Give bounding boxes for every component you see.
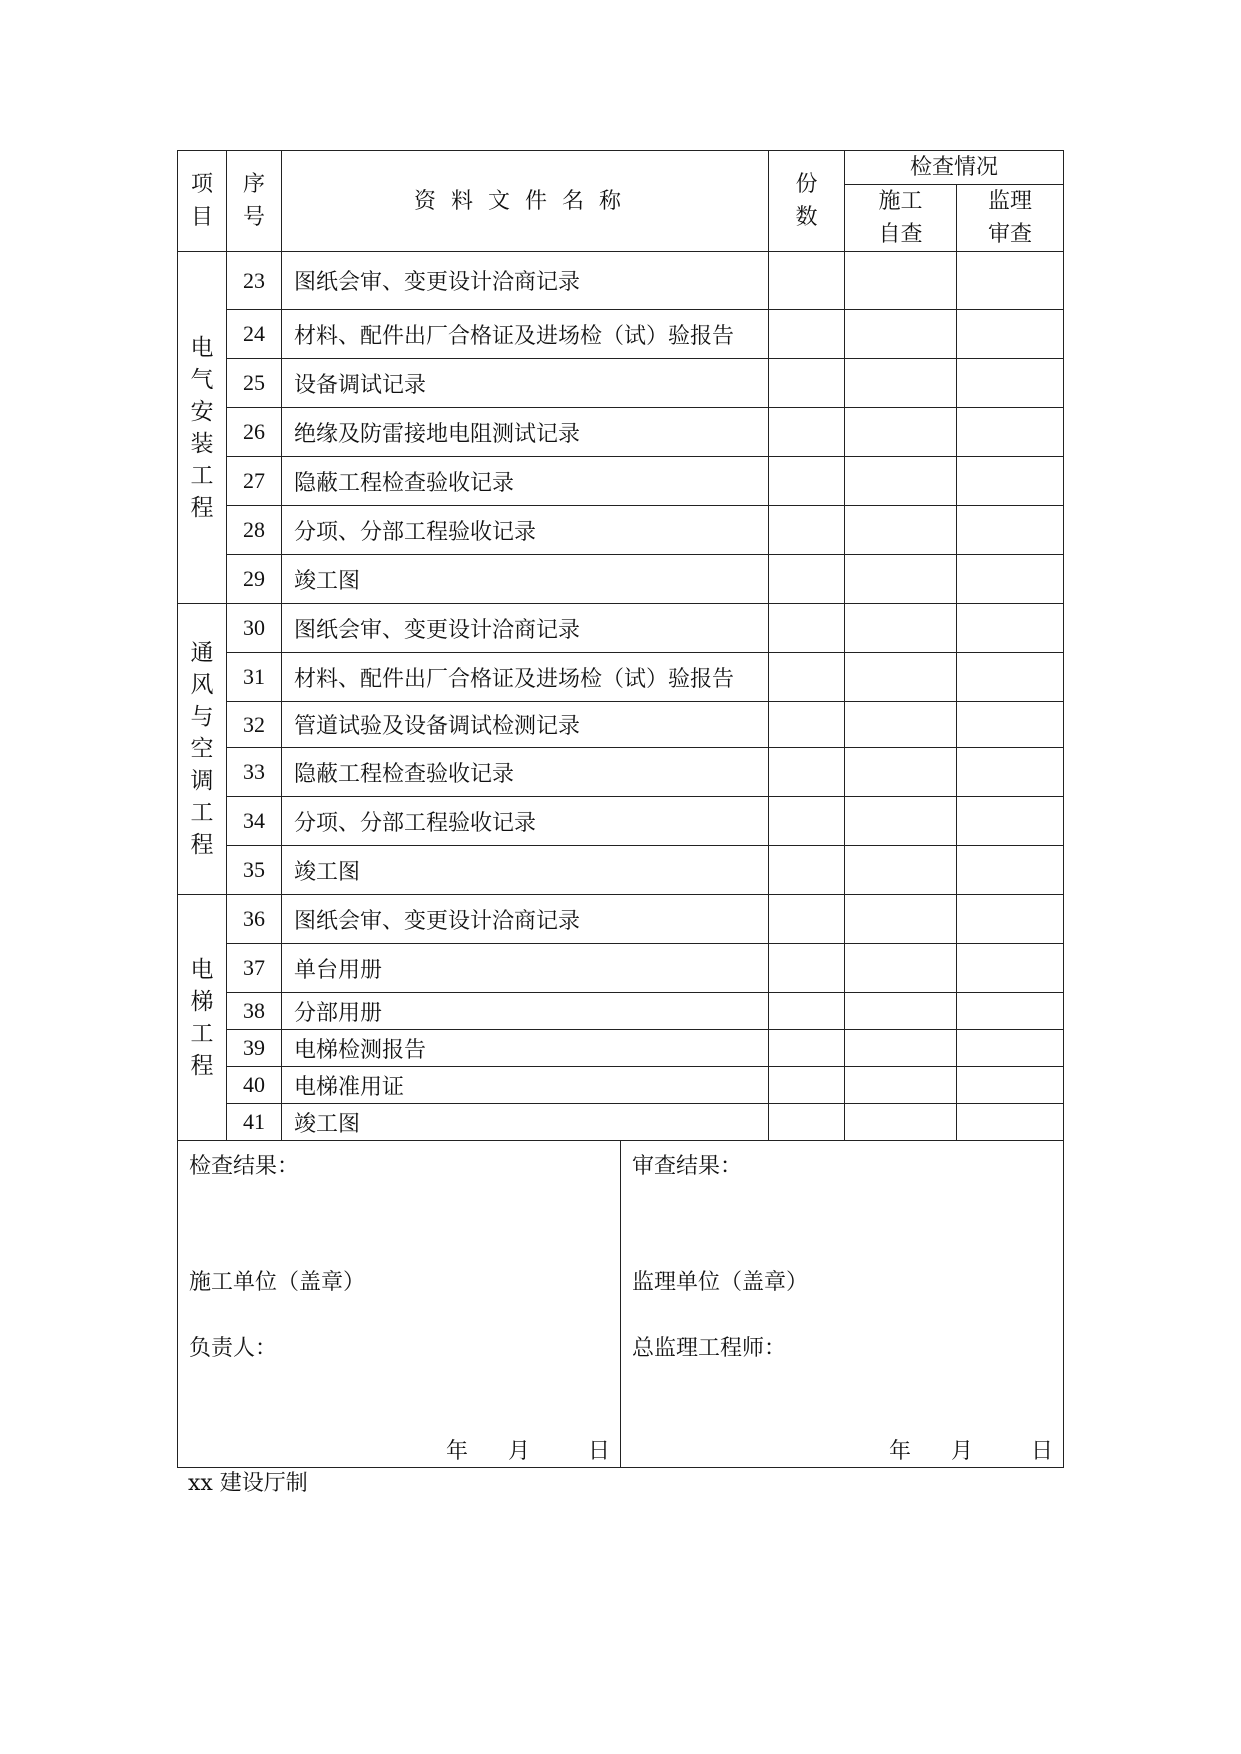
row-doc-name: 隐蔽工程检查验收记录 <box>282 748 769 797</box>
copies-cell[interactable] <box>769 653 845 702</box>
supervision-cell[interactable] <box>957 797 1064 846</box>
header-copies <box>769 151 845 252</box>
inspection-form <box>177 150 1063 1468</box>
copies-cell[interactable] <box>769 993 845 1030</box>
self-check-cell[interactable] <box>845 1067 957 1104</box>
supervision-cell[interactable] <box>957 408 1064 457</box>
row-seq: 31 <box>227 653 282 702</box>
self-check-cell[interactable] <box>845 506 957 555</box>
inspection-result-label: 检查结果： <box>189 1153 300 1179</box>
group-label-cell <box>178 895 227 1141</box>
table-row <box>178 993 1064 1030</box>
supervision-cell[interactable] <box>957 604 1064 653</box>
supervision-cell[interactable] <box>957 748 1064 797</box>
row-doc-name: 单台用册 <box>282 944 769 993</box>
table-row <box>178 506 1064 555</box>
issuer-footer: xx 建设厅制 <box>188 1471 308 1496</box>
result-section <box>177 1140 1064 1468</box>
table-row <box>178 359 1064 408</box>
header-copies-line2: 数 <box>795 205 818 230</box>
self-check-cell[interactable] <box>845 846 957 895</box>
copies-cell[interactable] <box>769 748 845 797</box>
row-seq: 25 <box>227 359 282 408</box>
row-seq: 37 <box>227 944 282 993</box>
row-doc-name: 材料、配件出厂合格证及进场检（试）验报告 <box>282 653 769 702</box>
supervision-cell[interactable] <box>957 944 1064 993</box>
row-seq: 30 <box>227 604 282 653</box>
header-supervision-line2: 审查 <box>988 222 1033 247</box>
review-result-label: 审查结果： <box>632 1153 743 1179</box>
supervision-cell[interactable] <box>957 1104 1064 1141</box>
copies-cell[interactable] <box>769 1104 845 1141</box>
supervision-cell[interactable] <box>957 457 1064 506</box>
row-seq: 29 <box>227 555 282 604</box>
row-doc-name: 竣工图 <box>282 846 769 895</box>
header-item <box>178 151 227 252</box>
table-row <box>178 653 1064 702</box>
self-check-cell[interactable] <box>845 1104 957 1141</box>
row-seq: 41 <box>227 1104 282 1141</box>
row-doc-name: 分部用册 <box>282 993 769 1030</box>
row-seq: 36 <box>227 895 282 944</box>
day-label: 日 <box>587 1438 610 1464</box>
header-self-check-line2: 自查 <box>878 222 923 247</box>
row-doc-name: 图纸会审、变更设计洽商记录 <box>282 252 769 310</box>
copies-cell[interactable] <box>769 457 845 506</box>
group-label: 电气安装工程 <box>190 334 214 521</box>
self-check-cell[interactable] <box>845 1030 957 1067</box>
copies-cell[interactable] <box>769 797 845 846</box>
table-row <box>178 408 1064 457</box>
self-check-cell[interactable] <box>845 604 957 653</box>
row-seq: 24 <box>227 310 282 359</box>
copies-cell[interactable] <box>769 1030 845 1067</box>
supervision-cell[interactable] <box>957 252 1064 310</box>
copies-cell[interactable] <box>769 1067 845 1104</box>
header-check-status: 检查情况 <box>845 151 1064 185</box>
supervision-cell[interactable] <box>957 359 1064 408</box>
supervision-cell[interactable] <box>957 310 1064 359</box>
self-check-cell[interactable] <box>845 702 957 748</box>
table-row <box>178 1067 1064 1104</box>
copies-cell[interactable] <box>769 359 845 408</box>
row-doc-name: 绝缘及防雷接地电阻测试记录 <box>282 408 769 457</box>
row-seq: 26 <box>227 408 282 457</box>
table-row <box>178 252 1064 310</box>
review-result-cell <box>621 1140 1064 1467</box>
table-row <box>178 310 1064 359</box>
row-doc-name: 竣工图 <box>282 1104 769 1141</box>
year-label: 年 <box>888 1438 911 1464</box>
row-seq: 39 <box>227 1030 282 1067</box>
responsible-person-label: 负责人： <box>189 1335 278 1361</box>
row-doc-name: 分项、分部工程验收记录 <box>282 797 769 846</box>
self-check-cell[interactable] <box>845 310 957 359</box>
inspection-result-cell <box>178 1140 621 1467</box>
supervision-cell[interactable] <box>957 846 1064 895</box>
supervision-cell[interactable] <box>957 702 1064 748</box>
row-seq: 34 <box>227 797 282 846</box>
row-doc-name: 图纸会审、变更设计洽商记录 <box>282 604 769 653</box>
header-seq-line2: 号 <box>242 205 265 230</box>
supervision-unit-seal-label: 监理单位（盖章） <box>632 1269 809 1295</box>
row-doc-name: 电梯检测报告 <box>282 1030 769 1067</box>
table-row <box>178 604 1064 653</box>
copies-cell[interactable] <box>769 310 845 359</box>
row-seq: 35 <box>227 846 282 895</box>
copies-cell[interactable] <box>769 604 845 653</box>
self-check-cell[interactable] <box>845 408 957 457</box>
group-label-cell <box>178 252 227 604</box>
row-seq: 38 <box>227 993 282 1030</box>
row-doc-name: 电梯准用证 <box>282 1067 769 1104</box>
chief-supervisor-label: 总监理工程师： <box>632 1335 787 1361</box>
row-doc-name: 管道试验及设备调试检测记录 <box>282 702 769 748</box>
month-label: 月 <box>507 1438 530 1464</box>
self-check-cell[interactable] <box>845 653 957 702</box>
copies-cell[interactable] <box>769 252 845 310</box>
table-row <box>178 797 1064 846</box>
header-copies-line1: 份 <box>795 172 818 197</box>
self-check-cell[interactable] <box>845 748 957 797</box>
document-checklist-table <box>177 150 1064 1141</box>
self-check-cell[interactable] <box>845 457 957 506</box>
self-check-cell[interactable] <box>845 944 957 993</box>
header-item-line2: 目 <box>190 205 213 230</box>
table-row <box>178 944 1064 993</box>
copies-cell[interactable] <box>769 846 845 895</box>
header-item-line1: 项 <box>190 172 213 197</box>
header-supervision-line1: 监理 <box>988 189 1033 214</box>
table-row <box>178 846 1064 895</box>
copies-cell[interactable] <box>769 702 845 748</box>
row-seq: 33 <box>227 748 282 797</box>
self-check-cell[interactable] <box>845 895 957 944</box>
group-label: 电梯工程 <box>190 956 214 1079</box>
copies-cell[interactable] <box>769 408 845 457</box>
table-row <box>178 895 1064 944</box>
header-row-1 <box>178 151 1064 185</box>
header-seq <box>227 151 282 252</box>
supervision-cell[interactable] <box>957 506 1064 555</box>
month-label: 月 <box>950 1438 973 1464</box>
row-doc-name: 设备调试记录 <box>282 359 769 408</box>
supervision-cell[interactable] <box>957 555 1064 604</box>
self-check-cell[interactable] <box>845 797 957 846</box>
self-check-cell[interactable] <box>845 359 957 408</box>
copies-cell[interactable] <box>769 506 845 555</box>
supervision-cell[interactable] <box>957 993 1064 1030</box>
day-label: 日 <box>1030 1438 1053 1464</box>
group-label-cell <box>178 604 227 895</box>
table-row <box>178 748 1064 797</box>
self-check-cell[interactable] <box>845 555 957 604</box>
year-label: 年 <box>445 1438 468 1464</box>
table-row <box>178 555 1064 604</box>
table-row <box>178 1030 1064 1067</box>
group-label: 通风与空调工程 <box>190 640 214 858</box>
row-doc-name: 隐蔽工程检查验收记录 <box>282 457 769 506</box>
table-row <box>178 1104 1064 1141</box>
header-doc-name: 资料文件名称 <box>282 151 769 252</box>
row-seq: 32 <box>227 702 282 748</box>
supervision-cell[interactable] <box>957 653 1064 702</box>
header-supervision <box>957 185 1064 252</box>
row-doc-name: 图纸会审、变更设计洽商记录 <box>282 895 769 944</box>
self-check-cell[interactable] <box>845 993 957 1030</box>
row-seq: 40 <box>227 1067 282 1104</box>
construction-unit-seal-label: 施工单位（盖章） <box>189 1269 366 1295</box>
header-self-check <box>845 185 957 252</box>
review-date-line <box>889 1434 1053 1465</box>
row-seq: 27 <box>227 457 282 506</box>
header-self-check-line1: 施工 <box>878 189 923 214</box>
row-seq: 23 <box>227 252 282 310</box>
self-check-cell[interactable] <box>845 252 957 310</box>
table-row <box>178 457 1064 506</box>
inspection-date-line <box>446 1434 610 1465</box>
header-seq-line1: 序 <box>242 172 265 197</box>
row-seq: 28 <box>227 506 282 555</box>
copies-cell[interactable] <box>769 895 845 944</box>
row-doc-name: 分项、分部工程验收记录 <box>282 506 769 555</box>
supervision-cell[interactable] <box>957 895 1064 944</box>
copies-cell[interactable] <box>769 944 845 993</box>
row-doc-name: 竣工图 <box>282 555 769 604</box>
supervision-cell[interactable] <box>957 1030 1064 1067</box>
table-row <box>178 702 1064 748</box>
copies-cell[interactable] <box>769 555 845 604</box>
row-doc-name: 材料、配件出厂合格证及进场检（试）验报告 <box>282 310 769 359</box>
supervision-cell[interactable] <box>957 1067 1064 1104</box>
